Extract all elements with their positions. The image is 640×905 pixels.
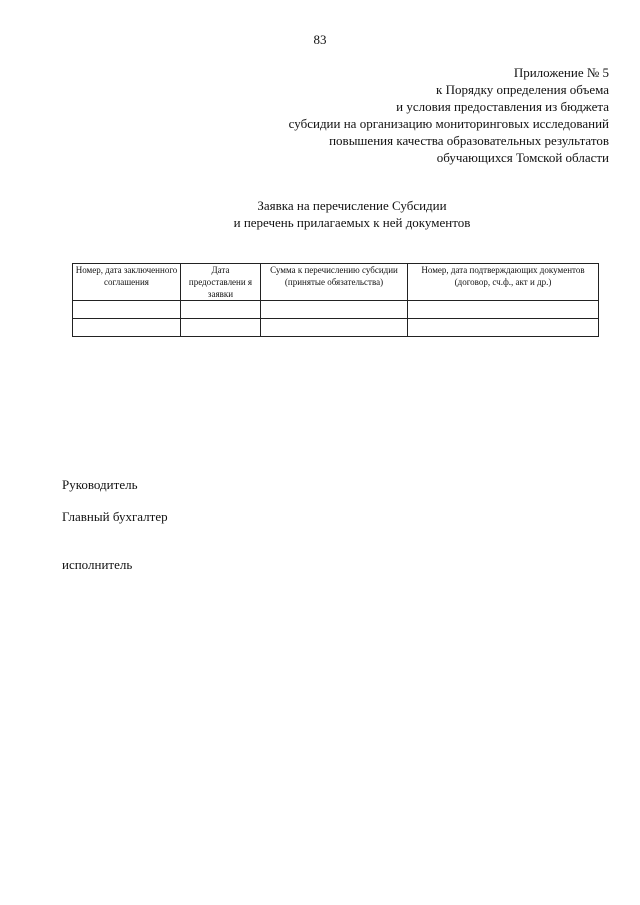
form-title (0, 197, 640, 231)
column-header-request-date: Дата предоставлени я заявки (181, 264, 261, 301)
table-cell (181, 301, 261, 319)
column-header-agreement: Номер, дата заключенного соглашения (73, 264, 181, 301)
table-cell (408, 319, 599, 337)
table-row (73, 319, 599, 337)
appendix-line: повышения качества образовательных результатов (329, 133, 609, 148)
table-cell (73, 319, 181, 337)
appendix-heading (149, 64, 609, 166)
table-cell (408, 301, 599, 319)
appendix-line: и условия предоставления из бюджета (396, 99, 609, 114)
signature-executor-label: исполнитель (62, 557, 133, 572)
column-header-amount: Сумма к перечислению субсидии (принятые обязательства) (261, 264, 408, 301)
appendix-line: обучающихся Томской области (436, 150, 609, 165)
form-title-line: Заявка на перечисление Субсидии (257, 198, 447, 213)
table-row (73, 301, 599, 319)
table-cell (181, 319, 261, 337)
column-header-documents: Номер, дата подтверждающих документов (договор, сч.ф., акт и др.) (408, 264, 599, 301)
appendix-line: Приложение № 5 (513, 65, 609, 80)
table-cell (73, 301, 181, 319)
table-header-row (73, 264, 599, 301)
signature-chief-accountant-label: Главный бухгалтер (62, 509, 168, 524)
request-table (72, 263, 599, 337)
appendix-line: субсидии на организацию мониторинговых исследований (288, 116, 609, 131)
table-cell (261, 319, 408, 337)
form-title-line: и перечень прилагаемых к ней документов (233, 215, 471, 230)
page-number: 83 (313, 32, 327, 47)
signature-head-label: Руководитель (62, 477, 138, 492)
table-cell (261, 301, 408, 319)
appendix-line: к Порядку определения объема (436, 82, 609, 97)
